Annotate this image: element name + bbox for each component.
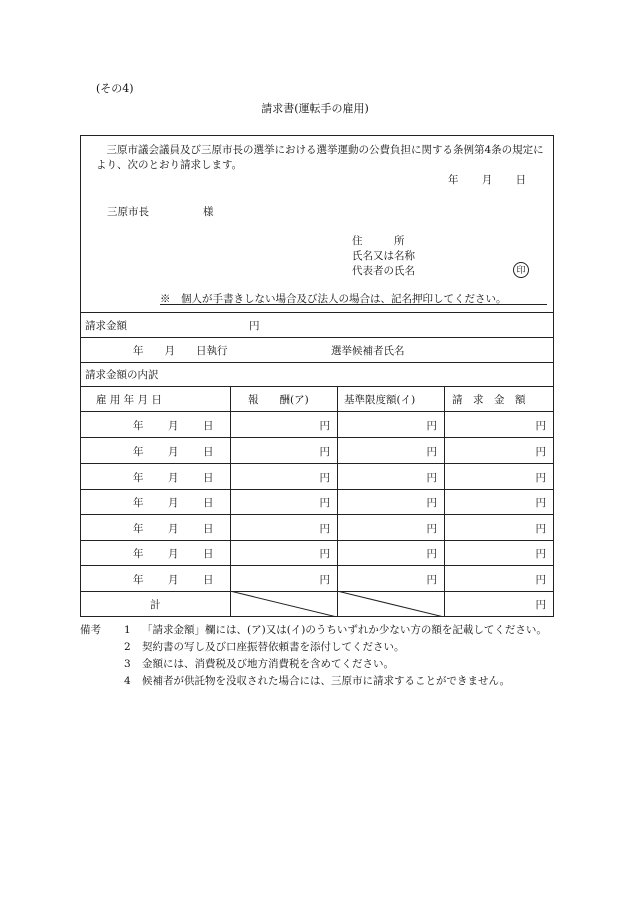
row-day: 日 bbox=[203, 420, 214, 432]
row-reward: 円 bbox=[319, 574, 330, 586]
remark-text: 契約書の写し及び口座振替依頼書を添付してください。 bbox=[142, 641, 405, 653]
remark-item bbox=[80, 673, 560, 690]
row-day: 日 bbox=[203, 497, 214, 509]
row-year: 年 bbox=[133, 446, 144, 458]
divider bbox=[80, 540, 554, 541]
row-month: 月 bbox=[168, 446, 179, 458]
name-label: 氏名又は名称 bbox=[352, 250, 415, 262]
form-title: 請求書(運転手の雇用) bbox=[261, 102, 369, 115]
candidate-name-label: 選挙候補者氏名 bbox=[331, 345, 405, 357]
row-year: 年 bbox=[133, 472, 144, 484]
remark-number: 1 bbox=[124, 624, 131, 636]
note-underline bbox=[160, 304, 547, 305]
remark-number: 4 bbox=[124, 675, 131, 687]
address-label: 住 所 bbox=[352, 235, 405, 247]
row-day: 日 bbox=[203, 548, 214, 560]
remark-text: 「請求金額」欄には、(ア)又は(イ)のうちいずれか少ない方の額を記載してください。 bbox=[142, 624, 547, 636]
total-limit-diagonal bbox=[337, 591, 444, 617]
remark-item bbox=[80, 622, 560, 639]
form-number: (その4) bbox=[96, 82, 134, 95]
row-year: 年 bbox=[133, 574, 144, 586]
column-header-limit: 基準限度額(イ) bbox=[344, 394, 416, 406]
addressee-honorific: 様 bbox=[203, 206, 214, 218]
row-limit: 円 bbox=[426, 523, 437, 535]
column-header-date: 雇 用 年 月 日 bbox=[96, 394, 162, 406]
divider bbox=[80, 437, 554, 438]
row-day: 日 bbox=[203, 574, 214, 586]
row-reward: 円 bbox=[319, 523, 330, 535]
row-claim: 円 bbox=[535, 420, 546, 432]
row-month: 月 bbox=[168, 523, 179, 535]
row-year: 年 bbox=[133, 497, 144, 509]
divider bbox=[80, 411, 554, 412]
seal-note: ※ 個人が手書きしない場合及び法人の場合は、記名押印してください。 bbox=[160, 293, 507, 305]
request-date: 年 月 日 bbox=[448, 174, 527, 186]
representative-label: 代表者の氏名 bbox=[352, 265, 415, 277]
row-month: 月 bbox=[168, 420, 179, 432]
addressee: 三原市長 bbox=[107, 206, 149, 218]
divider bbox=[80, 312, 554, 313]
seal-mark: 印 bbox=[513, 262, 529, 278]
row-month: 月 bbox=[168, 574, 179, 586]
row-claim: 円 bbox=[535, 497, 546, 509]
remark-number: 2 bbox=[124, 641, 131, 653]
row-year: 年 bbox=[133, 548, 144, 560]
row-month: 月 bbox=[168, 497, 179, 509]
divider bbox=[80, 489, 554, 490]
total-claim-unit: 円 bbox=[535, 599, 546, 611]
remarks bbox=[80, 622, 560, 690]
row-reward: 円 bbox=[319, 420, 330, 432]
row-reward: 円 bbox=[319, 548, 330, 560]
remark-text: 金額には、消費税及び地方消費税を含めてください。 bbox=[142, 658, 394, 670]
row-day: 日 bbox=[203, 523, 214, 535]
row-limit: 円 bbox=[426, 420, 437, 432]
execution-date: 年 月 日執行 bbox=[133, 345, 228, 357]
remark-item bbox=[80, 656, 560, 673]
remark-text: 候補者が供託物を没収された場合には、三原市に請求することができません。 bbox=[142, 675, 511, 687]
column-header-claim: 請 求 金 額 bbox=[452, 394, 526, 406]
row-claim: 円 bbox=[535, 472, 546, 484]
divider bbox=[80, 463, 554, 464]
row-limit: 円 bbox=[426, 497, 437, 509]
row-claim: 円 bbox=[535, 574, 546, 586]
divider bbox=[80, 386, 554, 387]
column-header-reward: 報 酬(ア) bbox=[248, 394, 309, 406]
remark-item bbox=[80, 639, 560, 656]
claim-amount-unit: 円 bbox=[249, 320, 260, 332]
row-limit: 円 bbox=[426, 472, 437, 484]
intro-text: 三原市議会議員及び三原市長の選挙における選挙運動の公費負担に関する条例第4条の規定により、次のとおり請求します。 bbox=[96, 144, 544, 171]
row-reward: 円 bbox=[319, 472, 330, 484]
divider bbox=[80, 337, 554, 338]
row-month: 月 bbox=[168, 548, 179, 560]
breakdown-label: 請求金額の内訳 bbox=[85, 369, 159, 381]
remark-number: 3 bbox=[124, 658, 131, 670]
row-claim: 円 bbox=[535, 523, 546, 535]
row-year: 年 bbox=[133, 420, 144, 432]
row-month: 月 bbox=[168, 472, 179, 484]
row-reward: 円 bbox=[319, 446, 330, 458]
row-reward: 円 bbox=[319, 497, 330, 509]
row-year: 年 bbox=[133, 523, 144, 535]
divider bbox=[80, 565, 554, 566]
total-reward-diagonal bbox=[230, 591, 337, 617]
row-day: 日 bbox=[203, 472, 214, 484]
divider bbox=[80, 362, 554, 363]
row-limit: 円 bbox=[426, 548, 437, 560]
row-claim: 円 bbox=[535, 446, 546, 458]
claim-amount-label: 請求金額 bbox=[85, 320, 127, 332]
row-claim: 円 bbox=[535, 548, 546, 560]
divider bbox=[80, 514, 554, 515]
row-limit: 円 bbox=[426, 446, 437, 458]
row-day: 日 bbox=[203, 446, 214, 458]
row-limit: 円 bbox=[426, 574, 437, 586]
remarks-heading: 備考 bbox=[80, 624, 101, 636]
total-label: 計 bbox=[150, 599, 161, 611]
